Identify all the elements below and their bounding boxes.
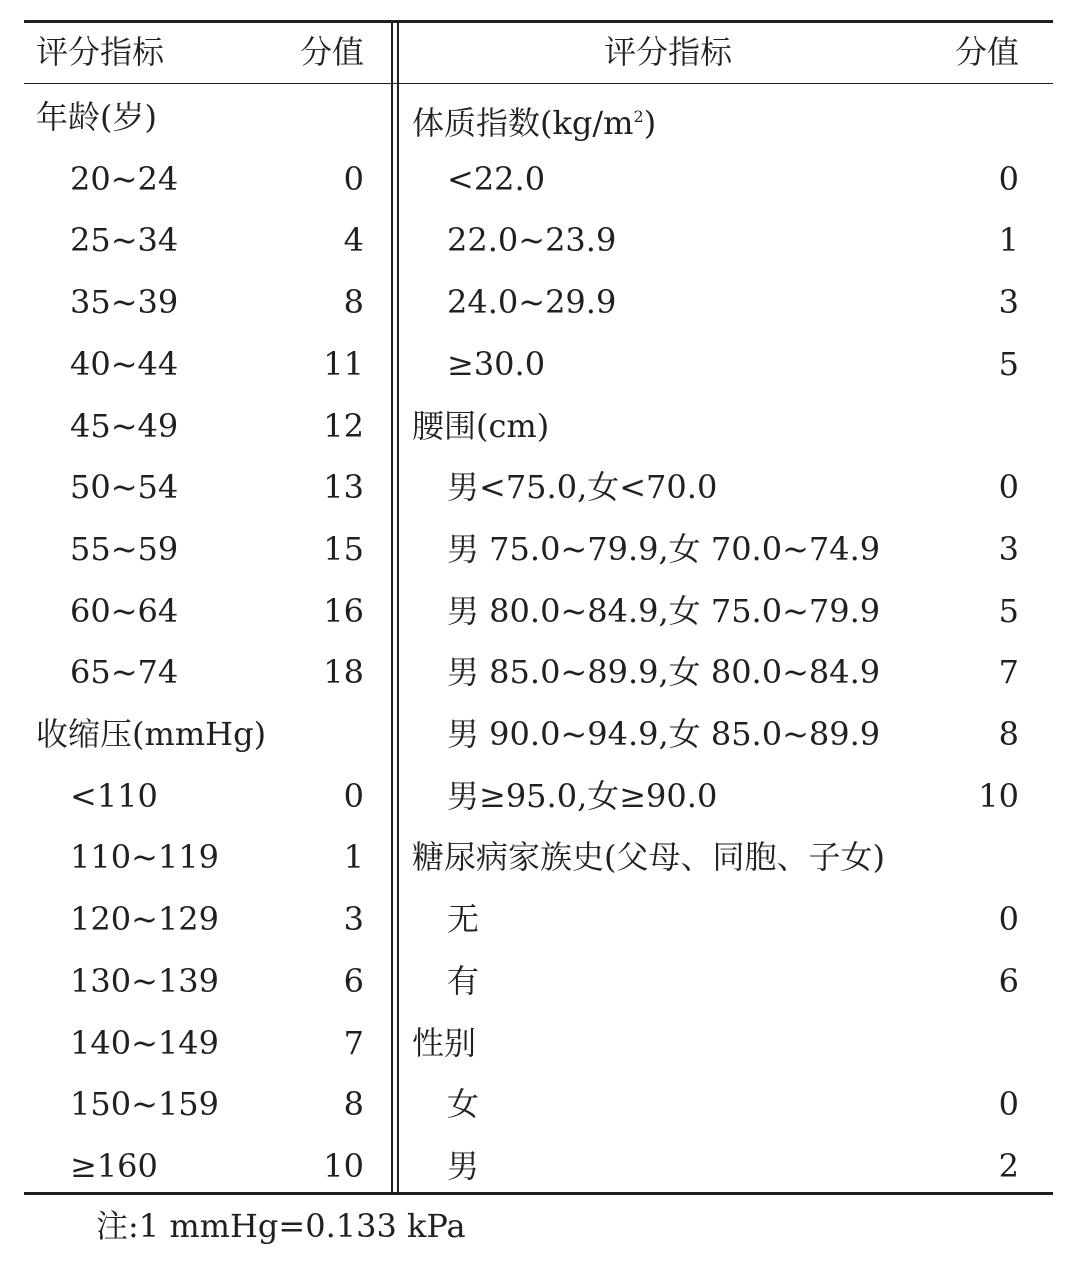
sex-row-label: 男: [447, 1146, 480, 1185]
age-row-label: 50~54: [70, 468, 179, 507]
bmi-row-label: <22.0: [447, 159, 546, 198]
bmi-row-score: 5: [998, 344, 1019, 383]
waist-row-label: 男 75.0~79.9,女 70.0~74.9: [447, 529, 881, 568]
bmi-row-label: ≥30.0: [447, 344, 546, 383]
sbp-title: 收缩压(mmHg): [36, 715, 267, 753]
age-row-label: 55~59: [70, 529, 179, 568]
waist-row-score: 0: [998, 468, 1019, 507]
family-row-label: 有: [447, 961, 480, 1000]
sbp-row-score: 7: [343, 1023, 364, 1062]
age-row-label: 20~24: [70, 159, 179, 198]
table-note: 注:1 mmHg=0.133 kPa: [96, 1207, 466, 1245]
sbp-row-score: 6: [343, 961, 364, 1000]
age-row-label: 65~74: [70, 653, 179, 692]
sbp-row-label: 110~119: [70, 838, 219, 877]
family-row-label: 无: [447, 900, 480, 939]
age-row-score: 15: [323, 529, 364, 568]
bmi-title: 体质指数$(kg/m^2)$: [412, 104, 657, 142]
age-row-label: 60~64: [70, 591, 179, 630]
age-title: 年龄(岁): [36, 98, 157, 136]
age-row-score: 11: [323, 344, 364, 383]
header-left-score: 分值: [299, 33, 364, 71]
bmi-row-score: 3: [998, 283, 1019, 322]
bmi-row-label: 24.0~29.9: [447, 283, 617, 322]
waist-row-score: 7: [998, 653, 1019, 692]
age-row-label: 35~39: [70, 283, 179, 322]
bmi-row-score: 0: [998, 159, 1019, 198]
sbp-row-score: 8: [343, 1085, 364, 1124]
bmi-row-label: 22.0~23.9: [447, 221, 617, 260]
age-row-score: 0: [343, 159, 364, 198]
sbp-row-label: 140~149: [70, 1023, 219, 1062]
bmi-row-score: 1: [998, 221, 1019, 260]
sbp-row-label: ≥160: [70, 1146, 158, 1185]
waist-row-label: 男 85.0~89.9,女 80.0~84.9: [447, 653, 881, 692]
waist-row-label: 男 90.0~94.9,女 85.0~89.9: [447, 715, 881, 753]
age-row-score: 8: [343, 283, 364, 322]
waist-row-score: 5: [998, 591, 1019, 630]
header-right-score: 分值: [954, 33, 1019, 71]
family-row-score: 6: [998, 961, 1019, 1000]
header-left-indicator: 评分指标: [36, 33, 165, 71]
age-row-score: 4: [343, 221, 364, 260]
sex-row-score: 0: [998, 1085, 1019, 1124]
age-row-score: 16: [323, 591, 364, 630]
header-right-indicator: 评分指标: [604, 33, 733, 71]
waist-row-score: 10: [978, 776, 1019, 815]
sbp-row-label: 120~129: [70, 900, 219, 939]
divider-line-2: [397, 23, 399, 1192]
waist-row-label: 男≥95.0,女≥90.0: [447, 776, 718, 815]
sbp-row-label: <110: [70, 776, 158, 815]
waist-row-label: 男 80.0~84.9,女 75.0~79.9: [447, 591, 881, 630]
sbp-row-label: 130~139: [70, 961, 219, 1000]
sbp-row-score: 0: [343, 776, 364, 815]
sbp-row-score: 10: [323, 1146, 364, 1185]
age-row-score: 18: [323, 653, 364, 692]
sbp-row-score: 1: [343, 838, 364, 877]
family-row-score: 0: [998, 900, 1019, 939]
waist-row-label: 男<75.0,女<70.0: [447, 468, 718, 507]
family-title: 糖尿病家族史(父母、同胞、子女): [412, 838, 885, 877]
sex-row-score: 2: [998, 1146, 1019, 1185]
age-row-label: 45~49: [70, 406, 179, 445]
sbp-row-label: 150~159: [70, 1085, 219, 1124]
age-row-score: 12: [323, 406, 364, 445]
age-row-label: 25~34: [70, 221, 179, 260]
age-row-label: 40~44: [70, 344, 179, 383]
divider-line-1: [391, 23, 393, 1192]
waist-row-score: 8: [998, 715, 1019, 753]
table-header: [24, 23, 1053, 84]
waist-title: 腰围(cm): [412, 406, 550, 445]
waist-row-score: 3: [998, 529, 1019, 568]
sex-title: 性别: [412, 1023, 477, 1062]
score-table: [24, 20, 1053, 1195]
sex-row-label: 女: [447, 1085, 480, 1124]
age-row-score: 13: [323, 468, 364, 507]
sbp-row-score: 3: [343, 900, 364, 939]
